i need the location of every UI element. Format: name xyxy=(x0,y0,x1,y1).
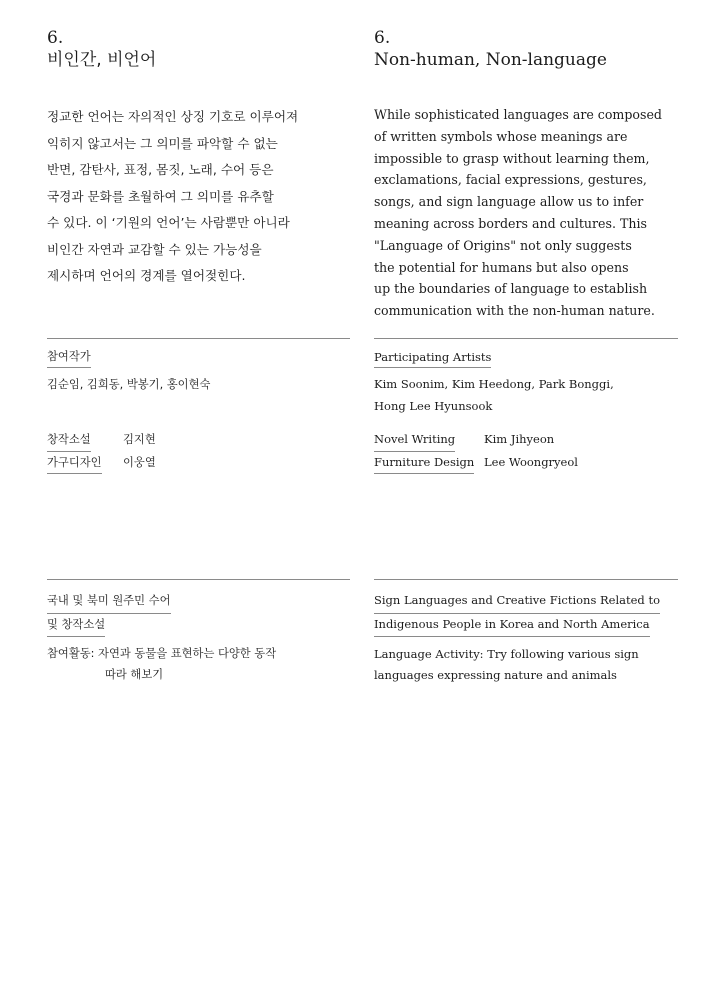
intro-line: songs, and sign language allow us to infer xyxy=(374,194,644,210)
credit-row xyxy=(374,429,578,452)
activity-line: 따라 해보기 xyxy=(105,667,164,681)
section-number: 6. xyxy=(47,28,64,48)
artists-line: Kim Soonim, Kim Heedong, Park Bonggi, xyxy=(374,377,614,391)
divider xyxy=(47,579,350,580)
credits xyxy=(374,429,578,474)
program-line-text: Sign Languages and Creative Fictions Related to xyxy=(374,590,660,614)
program-title xyxy=(47,590,171,637)
intro-line: 제시하며 언어의 경계를 열어젖힌다. xyxy=(47,268,246,283)
credit-name: 이웅열 xyxy=(123,455,156,469)
section-number: 6. xyxy=(374,28,391,48)
credit-name: Lee Woongryeol xyxy=(484,454,578,469)
artists-label xyxy=(374,348,491,368)
artists-label-text: Participating Artists xyxy=(374,348,491,368)
program-title xyxy=(374,590,660,637)
credits xyxy=(47,429,156,474)
program-line xyxy=(374,614,660,638)
activity xyxy=(47,644,276,685)
intro-line: the potential for humans but also opens xyxy=(374,259,629,275)
intro-line: While sophisticated languages are composed xyxy=(374,107,662,122)
intro-paragraph xyxy=(374,104,662,322)
divider xyxy=(47,338,350,339)
credit-role xyxy=(374,452,484,475)
intro-line: 정교한 언어는 자의적인 상징 기호로 이루어져 xyxy=(47,109,299,124)
program-line xyxy=(47,614,171,638)
program-line-text: Indigenous People in Korea and North America xyxy=(374,614,650,638)
intro-line: communication with the non-human nature. xyxy=(374,303,655,319)
credit-row xyxy=(374,452,578,475)
activity-line: 참여활동: 자연과 동물을 표현하는 다양한 동작 xyxy=(47,647,277,660)
artists-line: 김순임, 김희동, 박봉기, 홍이현숙 xyxy=(47,378,211,391)
activity-line: languages expressing nature and animals xyxy=(374,667,617,682)
intro-line: exclamations, facial expressions, gestures, xyxy=(374,172,647,188)
credit-role-text: 창작소설 xyxy=(47,429,91,452)
intro-line: impossible to grasp without learning them, xyxy=(374,150,650,166)
activity-line: Language Activity: Try following various sign xyxy=(374,647,639,661)
artists-list xyxy=(374,374,614,417)
section-title: 비인간, 비언어 xyxy=(47,50,157,70)
program-line-text: 국내 및 북미 원주민 수어 xyxy=(47,590,171,614)
section-title: Non-human, Non-language xyxy=(374,50,607,70)
intro-line: 국경과 문화를 초월하여 그 의미를 유추할 xyxy=(47,188,274,204)
divider xyxy=(374,579,678,580)
artists-label xyxy=(47,348,91,368)
credit-row xyxy=(47,452,156,475)
program-line xyxy=(47,590,171,614)
intro-line: 익히지 않고서는 그 의미를 파악할 수 없는 xyxy=(47,135,278,151)
artists-list xyxy=(47,374,210,396)
intro-line: "Language of Origins" not only suggests xyxy=(374,237,632,253)
credit-role xyxy=(374,429,484,452)
intro-line: 비인간 자연과 교감할 수 있는 가능성을 xyxy=(47,241,262,257)
activity xyxy=(374,644,639,685)
divider xyxy=(374,338,678,339)
intro-line: 반면, 감탄사, 표정, 몸짓, 노래, 수어 등은 xyxy=(47,162,274,177)
credit-name: 김지현 xyxy=(123,433,156,446)
credit-name: Kim Jihyeon xyxy=(484,432,555,446)
credit-role xyxy=(47,452,123,475)
intro-line: 수 있다. 이 ‘기원의 언어’는 사람뿐만 아니라 xyxy=(47,215,290,230)
credit-role-text: Novel Writing xyxy=(374,429,455,452)
intro-line: up the boundaries of language to establish xyxy=(374,281,648,297)
intro-line: of written symbols whose meanings are xyxy=(374,128,628,144)
credit-role-text: Furniture Design xyxy=(374,452,474,475)
program-line xyxy=(374,590,660,614)
artists-label-text: 참여작가 xyxy=(47,348,91,368)
intro-line: meaning across borders and cultures. This xyxy=(374,215,647,231)
credit-role-text: 가구디자인 xyxy=(47,452,102,475)
artists-line: Hong Lee Hyunsook xyxy=(374,398,493,413)
credit-role xyxy=(47,429,123,452)
credit-row xyxy=(47,429,156,452)
program-line-text: 및 창작소설 xyxy=(47,614,105,638)
intro-paragraph xyxy=(47,104,298,290)
